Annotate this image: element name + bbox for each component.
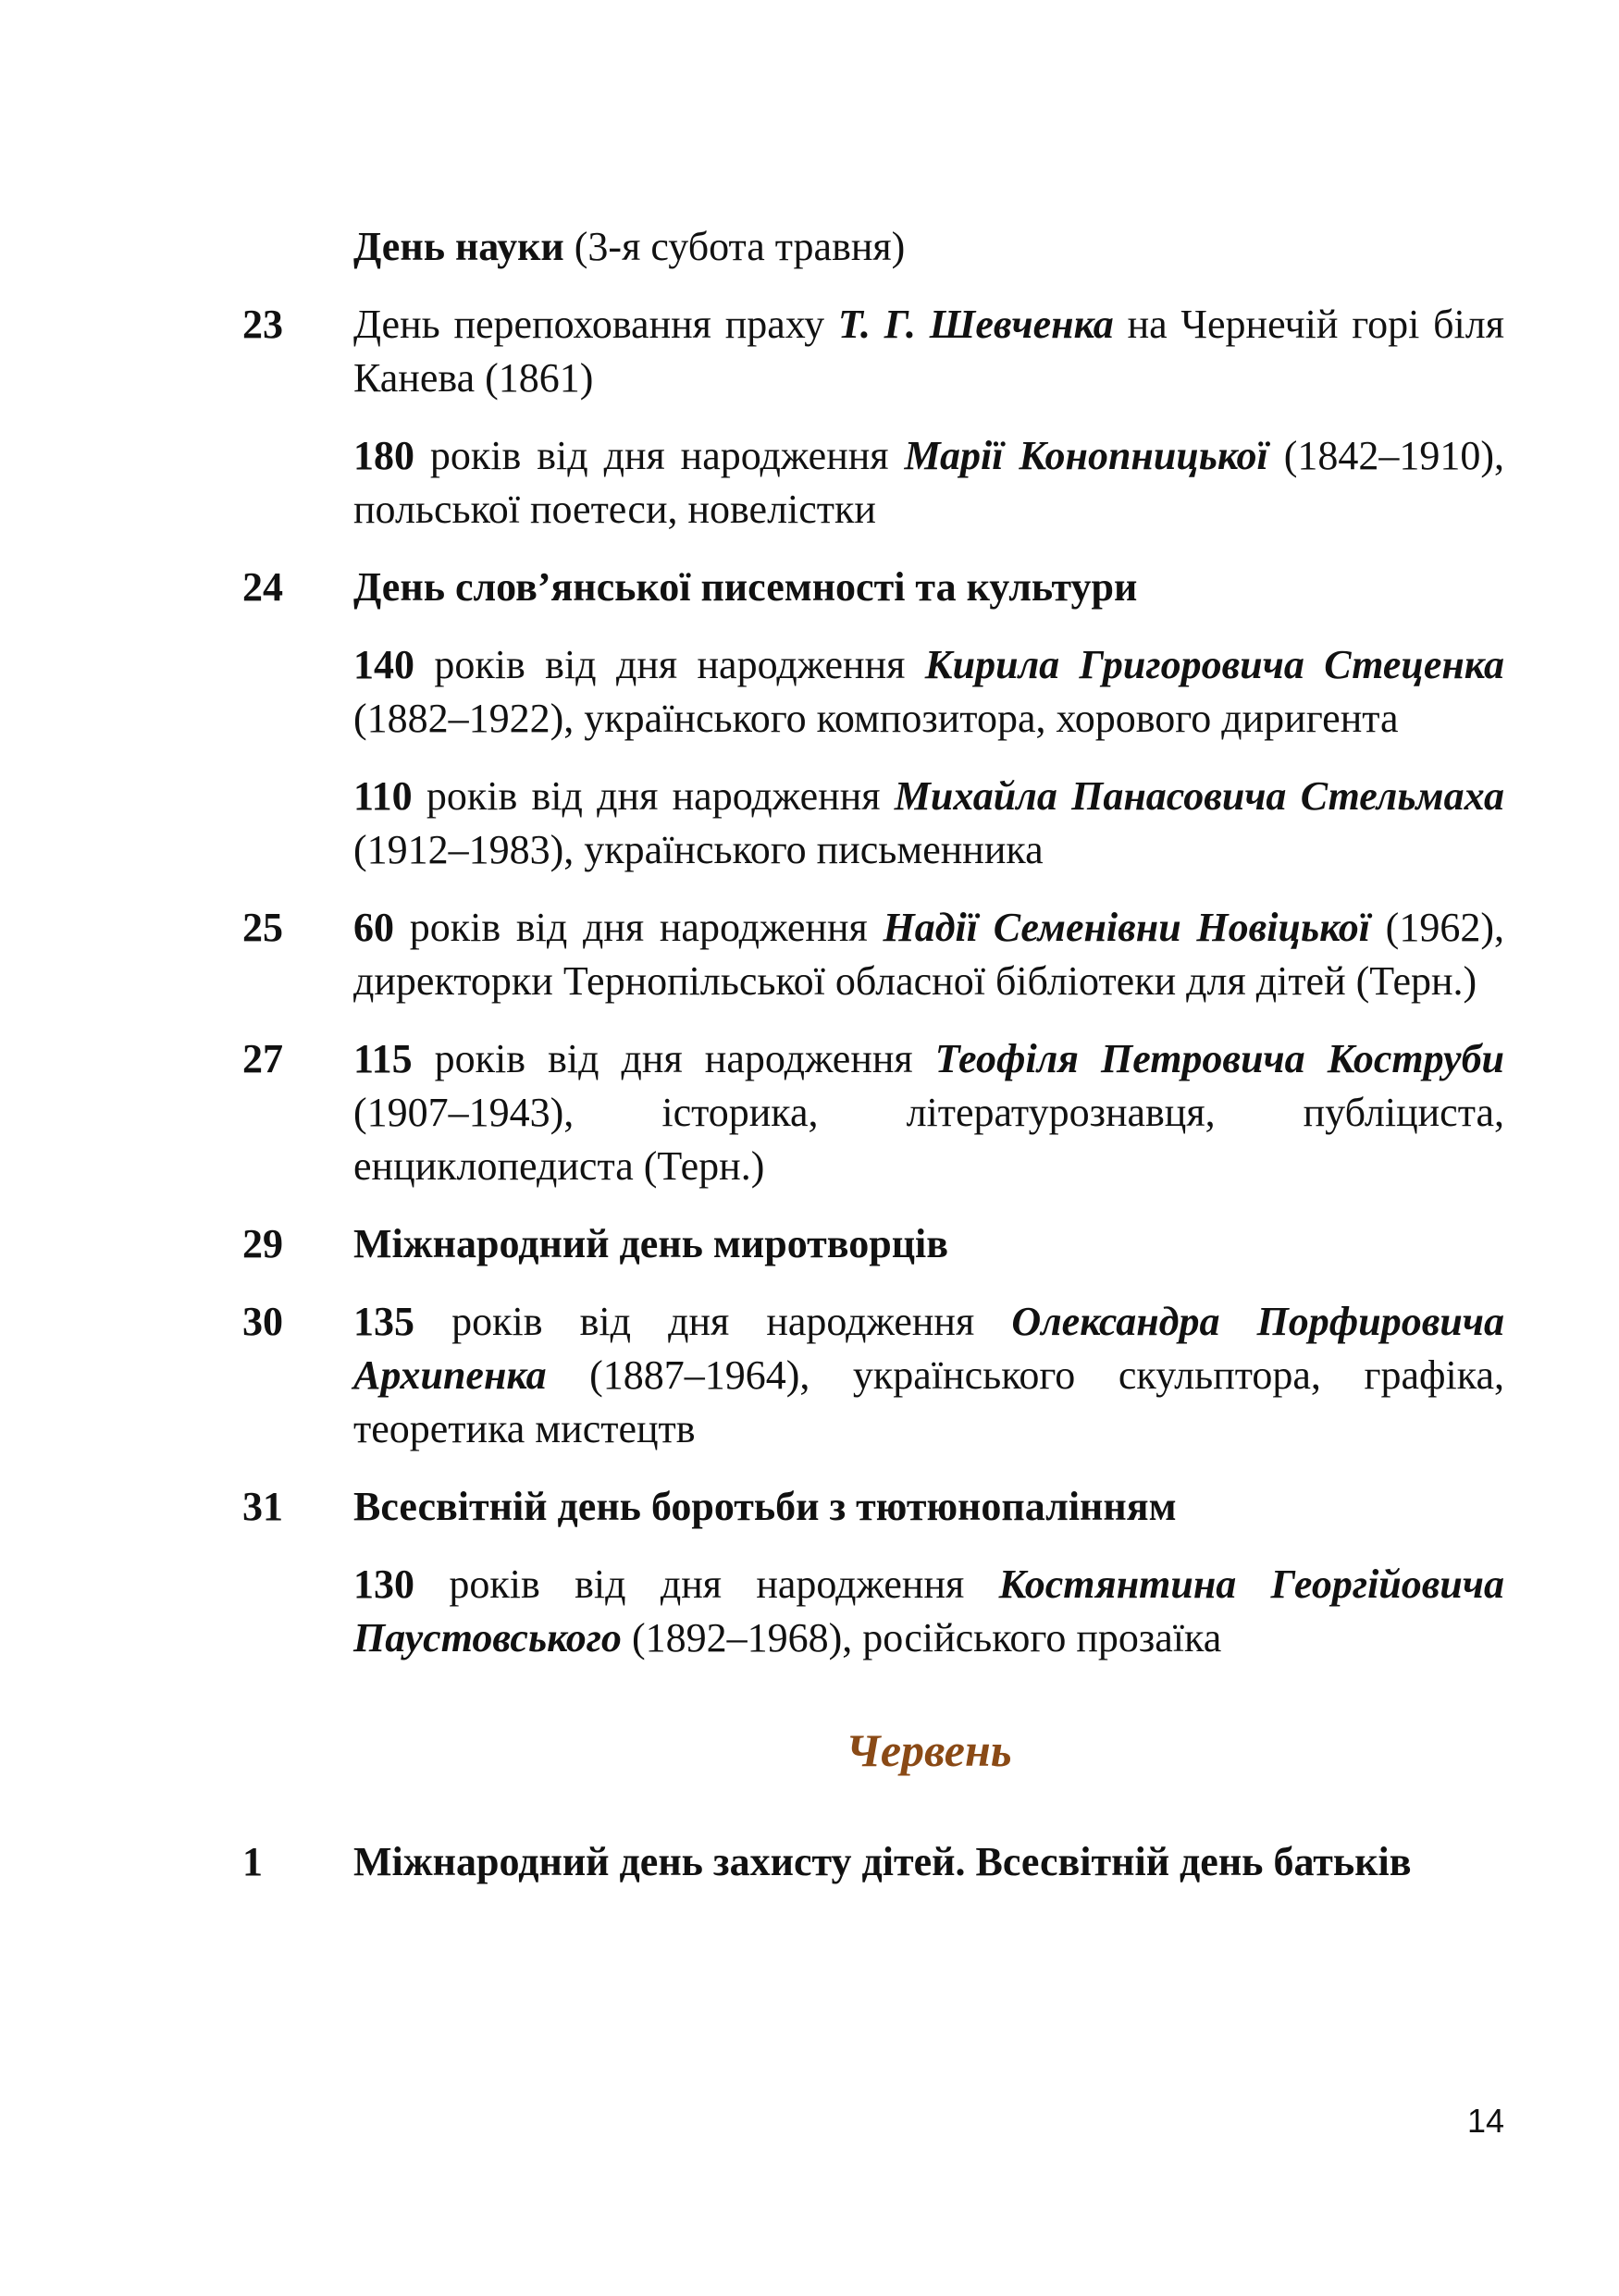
calendar-entry [242, 901, 1504, 1032]
person-name: Костянтина Георгійовича Паустовського [353, 1562, 1504, 1660]
month-heading: Червень [846, 1724, 1012, 1776]
entry-day: 29 [242, 1221, 283, 1266]
entry-paragraph [353, 1835, 1504, 1889]
text-run: (1962), директорки Тернопільської обласної бібліотеки для дітей (Терн.) [353, 905, 1504, 1004]
entry-paragraph [353, 1480, 1504, 1534]
entry-day: 24 [242, 564, 283, 610]
entry-paragraph [353, 1295, 1504, 1456]
calendar-entry [242, 1217, 1504, 1295]
text-run: (1912–1983), українського письменника [353, 827, 1044, 872]
bold-text: 140 [353, 642, 414, 687]
entry-body [353, 298, 1504, 561]
text-run: років від дня народження [412, 1036, 935, 1081]
text-run: (1907–1943), історика, літературознавця, публіциста, енциклопедиста (Терн.) [353, 1090, 1504, 1189]
entry-body [353, 1217, 1504, 1295]
entry-day: 23 [242, 302, 283, 347]
text-run: (1892–1968), російського прозаїка [621, 1615, 1222, 1660]
entry-body [353, 220, 1504, 298]
entry-body [353, 1032, 1504, 1217]
bold-text: День науки [353, 224, 564, 269]
bold-text: 135 [353, 1299, 414, 1344]
bold-text: 110 [353, 773, 413, 819]
entry-body [353, 1480, 1504, 1689]
person-name: Кирила Григоровича Стеценка [924, 642, 1504, 687]
person-name: Надії Семенівни Новіцької [883, 905, 1370, 950]
text-run: (1842–1910), польської поетеси, новелістки [353, 433, 1505, 532]
calendar-entry [242, 1480, 1504, 1689]
entry-paragraph [353, 638, 1504, 746]
entry-day: 1 [242, 1839, 263, 1884]
calendar-entry [242, 561, 1504, 901]
entry-paragraph [353, 220, 1504, 274]
calendar-entry [242, 1032, 1504, 1217]
entry-day: 27 [242, 1036, 283, 1081]
person-name: Михайла Панасовича Стельмаха [894, 773, 1504, 819]
text-run: (3-я субота травня) [563, 224, 906, 269]
bold-text: Всесвітній день боротьби з тютюнопалінням [353, 1484, 1177, 1529]
text-run: (1882–1922), українського композитора, хорового диригента [353, 696, 1399, 741]
person-name: Марії Конопницької [904, 433, 1268, 478]
may-entries [242, 220, 1504, 1689]
bold-text: 180 [353, 433, 414, 478]
calendar-entry [242, 1295, 1504, 1480]
entry-day: 31 [242, 1484, 283, 1529]
calendar-entry [242, 1835, 1504, 1913]
bold-text: День слов’янської писемності та культури [353, 564, 1138, 610]
text-run: років від дня народження [412, 773, 895, 819]
entry-body [353, 901, 1504, 1032]
entry-day: 30 [242, 1299, 283, 1344]
bold-text: 60 [353, 905, 394, 950]
bold-text: Міжнародний день миротворців [353, 1221, 949, 1266]
text-run: на Чернечій горі біля Канева (1861) [353, 302, 1504, 401]
entry-body [353, 1835, 1504, 1913]
bold-text: 130 [353, 1562, 414, 1607]
text-run: (1887–1964), українського скульптора, графіка, теоретика мистецтв [353, 1352, 1504, 1451]
calendar-entry [242, 220, 1504, 298]
entry-paragraph [353, 1032, 1504, 1193]
person-name: Т. Г. Шевченка [837, 302, 1114, 347]
page-number: 14 [1466, 2102, 1504, 2140]
june-entries [242, 1835, 1504, 1913]
calendar-content [242, 220, 1504, 1913]
text-run: років від дня народження [414, 642, 925, 687]
text-run: років від дня народження [394, 905, 884, 950]
entry-paragraph [353, 901, 1504, 1008]
entry-body [353, 1295, 1504, 1480]
text-run: років від дня народження [414, 1299, 1012, 1344]
entry-paragraph [353, 298, 1504, 405]
entry-paragraph [353, 1217, 1504, 1271]
entry-paragraph [353, 1558, 1504, 1665]
text-run: День перепоховання праху [353, 302, 838, 347]
entry-paragraph [353, 429, 1504, 537]
entry-day: 25 [242, 905, 283, 950]
person-name: Теофіля Петровича Коструби [934, 1036, 1505, 1081]
calendar-entry [242, 298, 1504, 561]
bold-text: 115 [353, 1036, 413, 1081]
text-run: років від дня народження [414, 1562, 999, 1607]
entry-paragraph [353, 561, 1504, 614]
bold-text: Міжнародний день захисту дітей. Всесвітній день батьків [353, 1839, 1412, 1884]
text-run: років від дня народження [414, 433, 905, 478]
person-name: Олександра Порфировича Архипенка [353, 1299, 1505, 1398]
entry-paragraph [353, 770, 1504, 877]
entry-body [353, 561, 1504, 901]
